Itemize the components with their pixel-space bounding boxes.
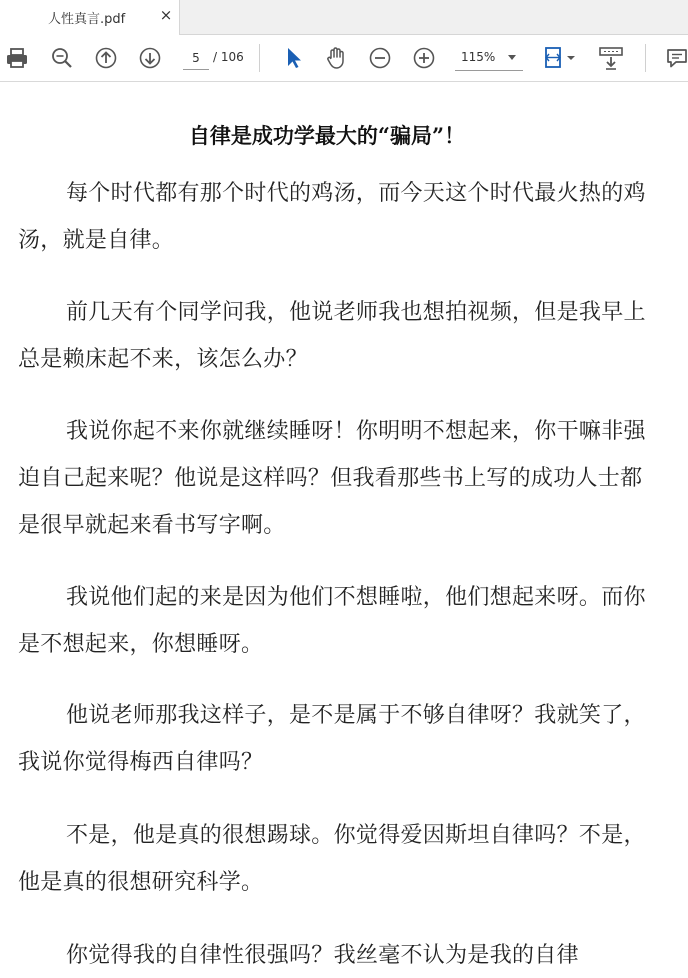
next-page-icon[interactable] <box>137 45 163 71</box>
zoom-value: 115% <box>461 50 496 64</box>
scroll-mode-icon[interactable] <box>598 45 624 71</box>
document-tab[interactable] <box>0 0 180 35</box>
toolbar-divider <box>259 44 260 72</box>
document-page[interactable] <box>0 82 688 978</box>
paragraph: 你觉得我的自律性很强吗？我丝毫不认为是我的自律 <box>66 943 579 968</box>
paragraph: 每个时代都有那个时代的鸡汤，而今天这个时代最火热的鸡汤，就是自律。 <box>18 181 646 253</box>
document-title: 自律是成功学最大的“骗局”！ <box>188 123 466 148</box>
paragraph: 我说你起不来你就继续睡呀！你明明不想起来，你干嘛非强迫自己起来呢？他说是这样吗？但我看那些书上写的成功人士都是很早就起来看书写字啊。 <box>18 419 646 538</box>
comment-icon[interactable] <box>664 45 688 71</box>
fit-page-icon[interactable] <box>541 45 579 71</box>
zoom-out-magnifier-icon[interactable] <box>49 45 75 71</box>
close-tab-icon[interactable]: × <box>159 6 173 24</box>
page-number-input[interactable] <box>183 47 209 70</box>
page-total: / 106 <box>213 50 244 64</box>
tab-title: 人性真言.pdf <box>48 12 126 27</box>
previous-page-icon[interactable] <box>93 45 119 71</box>
zoom-out-icon[interactable] <box>367 45 393 71</box>
chevron-down-icon <box>508 55 516 60</box>
print-icon[interactable] <box>4 45 30 71</box>
toolbar-divider <box>645 44 646 72</box>
paragraph: 我说他们起的来是因为他们不想睡啦，他们想起来呀。而你是不想起来，你想睡呀。 <box>18 585 646 657</box>
hand-pan-icon[interactable] <box>323 45 349 71</box>
zoom-select[interactable] <box>455 46 523 71</box>
paragraph: 他说老师那我这样子，是不是属于不够自律呀？我就笑了，我说你觉得梅西自律吗？ <box>18 703 646 775</box>
tab-bar <box>0 0 688 35</box>
select-cursor-icon[interactable] <box>280 45 306 71</box>
paragraph: 前几天有个同学问我，他说老师我也想拍视频，但是我早上总是赖床起不来，该怎么办？ <box>18 300 646 372</box>
zoom-in-icon[interactable] <box>411 45 437 71</box>
toolbar <box>0 35 688 82</box>
paragraph: 不是，他是真的很想踢球。你觉得爱因斯坦自律吗？不是，他是真的很想研究科学。 <box>18 823 646 895</box>
